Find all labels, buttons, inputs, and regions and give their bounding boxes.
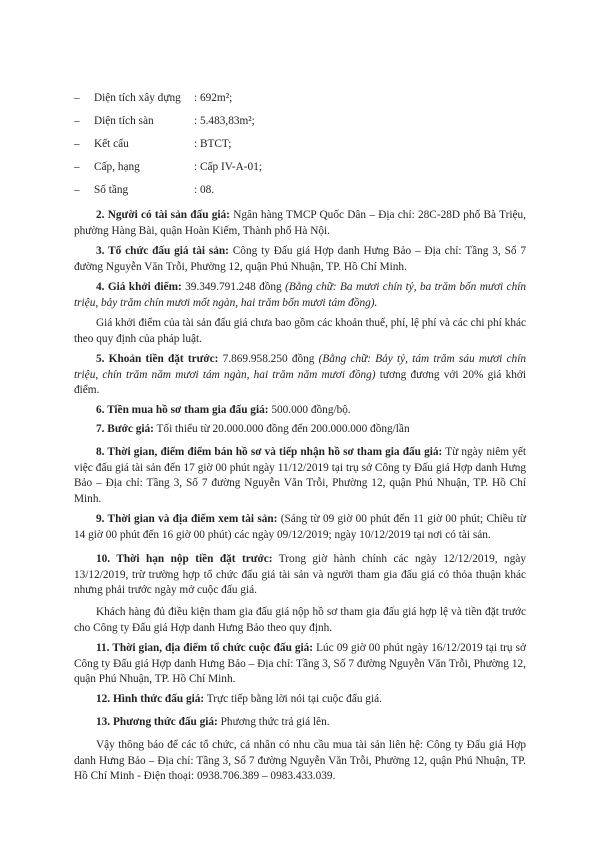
note-4: Giá khởi điểm của tài sản đấu giá chưa bao gồm các khoản thuế, phí, lệ phí và các chi phí khác theo quy định của pháp luật.	[74, 317, 526, 345]
section-title: 3. Tổ chức đấu giá tài sản:	[96, 245, 229, 257]
section-text: Công ty Đấu giá Hợp danh Hưng Bảo – Địa chỉ: Tầng 3, Số 7 đường Nguyễn Văn Trỗi, Phường 12, quận Phú Nhuận, TP. Hồ Chí Minh.	[74, 245, 526, 273]
spec-label: Diện tích sàn	[94, 115, 154, 127]
section-text: 7.869.958.250 đồng	[218, 353, 319, 365]
section-title: 12. Hình thức đấu giá:	[96, 693, 205, 705]
section-8	[74, 445, 526, 507]
dash: –	[74, 184, 80, 196]
section-5	[74, 352, 526, 399]
note-10: Khách hàng đủ điều kiện tham gia đấu giá nộp hồ sơ tham gia đấu giá hợp lệ và tiền đặt trước cho Công ty Đấu giá Hợp danh Hưng Bảo theo quy định.	[74, 606, 526, 634]
dash: –	[74, 115, 80, 127]
section-title: 6. Tiền mua hồ sơ tham gia đấu giá:	[96, 404, 269, 416]
section-text-2: tương đương với 20% giá khởi điểm.	[74, 368, 527, 396]
spec-label: Cấp, hạng	[94, 161, 140, 173]
section-text: Lúc 09 giờ 00 phút ngày 16/12/2019 tại trụ sở Công ty Đấu giá Hợp danh Hưng Bảo – Địa chỉ: Tầng 3, Số 7 đường Nguyễn Văn Trỗi, Phường 12, quận Phú Nhuận, TP. Hồ Chí Minh.	[74, 642, 526, 685]
section-title: 2. Người có tài sản đấu giá:	[96, 209, 230, 221]
section-3	[74, 244, 526, 275]
section-title: 4. Giá khởi điểm:	[96, 281, 182, 293]
section-10	[74, 552, 526, 599]
section-title: 5. Khoản tiền đặt trước:	[96, 353, 219, 365]
spec-label: Diện tích xây dựng	[94, 92, 181, 104]
section-12	[74, 692, 526, 708]
section-title: 10. Thời hạn nộp tiền đặt trước:	[96, 553, 273, 565]
section-4	[74, 280, 526, 311]
section-text: (Sáng từ 09 giờ 00 phút đến 11 giờ 00 phút; Chiều từ 14 giờ 00 phút đến 16 giờ 00 phút) các ngày 09/12/2019; ngày 10/12/2019 tại nơi có tài sản.	[74, 513, 526, 541]
section-9	[74, 512, 526, 543]
section-11	[74, 641, 526, 688]
dash: –	[74, 138, 80, 150]
section-text: Từ ngày niêm yết việc đấu giá tài sản đến 17 giờ 00 phút ngày 11/12/2019 tại trụ sở Công ty Đấu giá Hợp danh Hưng Bảo – Địa chỉ: Tầng 3, Số 7 đường Nguyễn Văn Trỗi, Phường 12, quận Phú Nhuận, TP. Hồ Chí Minh.	[74, 446, 526, 505]
section-title: 7. Bước giá:	[96, 423, 154, 435]
section-2	[74, 208, 526, 239]
section-text: 500.000 đồng/bộ.	[268, 404, 351, 416]
spec-label: Số tầng	[94, 184, 129, 196]
section-text: Trong giờ hành chính các ngày 12/12/2019, ngày 13/12/2019, trừ trường hợp tổ chức đấu giá tài sản và người tham gia đấu giá có thỏa thuận khác nhưng phải trước ngày mở cuộc đấu giá.	[74, 553, 526, 596]
section-text: Tối thiểu từ 20.000.000 đồng đến 200.000.000 đồng/lần	[153, 423, 410, 435]
spec-value: : 08.	[194, 184, 215, 196]
section-7	[74, 422, 526, 438]
spec-value: : Cấp IV-A-01;	[194, 161, 262, 173]
section-text: Ngân hàng TMCP Quốc Dân – Địa chỉ: 28C-28D phố Bà Triệu, phường Hàng Bài, quận Hoàn Kiếm, Thành phố Hà Nội.	[74, 209, 526, 237]
closing-paragraph: Vậy thông báo để các tổ chức, cá nhân có nhu cầu mua tài sản liên hệ: Công ty Đấu giá Hợp danh Hưng Bảo – Địa chỉ: Tầng 3, Số 7 đường Nguyễn Văn Trỗi, Phường 12, quận Phú Nhuận, TP. Hồ Chí Minh - Điện thoại: 0938.706.389 – 0983.433.039.	[74, 739, 526, 782]
section-italic: (Bằng chữ: Ba mươi chín tỷ, ba trăm bốn mươi chín triệu, bảy trăm chín mươi mốt ngàn, hai trăm bốn mươi tám đồng).	[74, 281, 527, 309]
spec-label: Kết cấu	[94, 138, 129, 150]
section-6	[74, 403, 526, 419]
section-13	[74, 715, 526, 731]
dash: –	[74, 161, 80, 173]
spec-value: : BTCT;	[194, 138, 232, 150]
section-title: 13. Phương thức đấu giá:	[96, 716, 218, 728]
dash: –	[74, 92, 80, 104]
section-text: 39.349.791.248 đồng	[181, 281, 286, 293]
section-text: Phương thức trả giá lên.	[217, 716, 330, 728]
spec-value: : 692m²;	[194, 92, 233, 104]
spec-value: : 5.483,83m²;	[194, 115, 255, 127]
section-title: 8. Thời gian, điểm điểm bán hồ sơ và tiếp nhận hồ sơ tham gia đấu giá:	[96, 446, 443, 458]
section-text: Trực tiếp bằng lời nói tại cuộc đấu giá.	[204, 693, 382, 705]
section-title: 9. Thời gian và địa điểm xem tài sản:	[96, 513, 278, 525]
section-italic: (Bằng chữ: Bảy tỷ, tám trăm sáu mươi chín triệu, chín trăm năm mươi tám ngàn, hai trăm năm mươi đồng)	[74, 353, 526, 381]
section-title: 11. Thời gian, địa điểm tổ chức cuộc đấu giá:	[96, 642, 314, 654]
